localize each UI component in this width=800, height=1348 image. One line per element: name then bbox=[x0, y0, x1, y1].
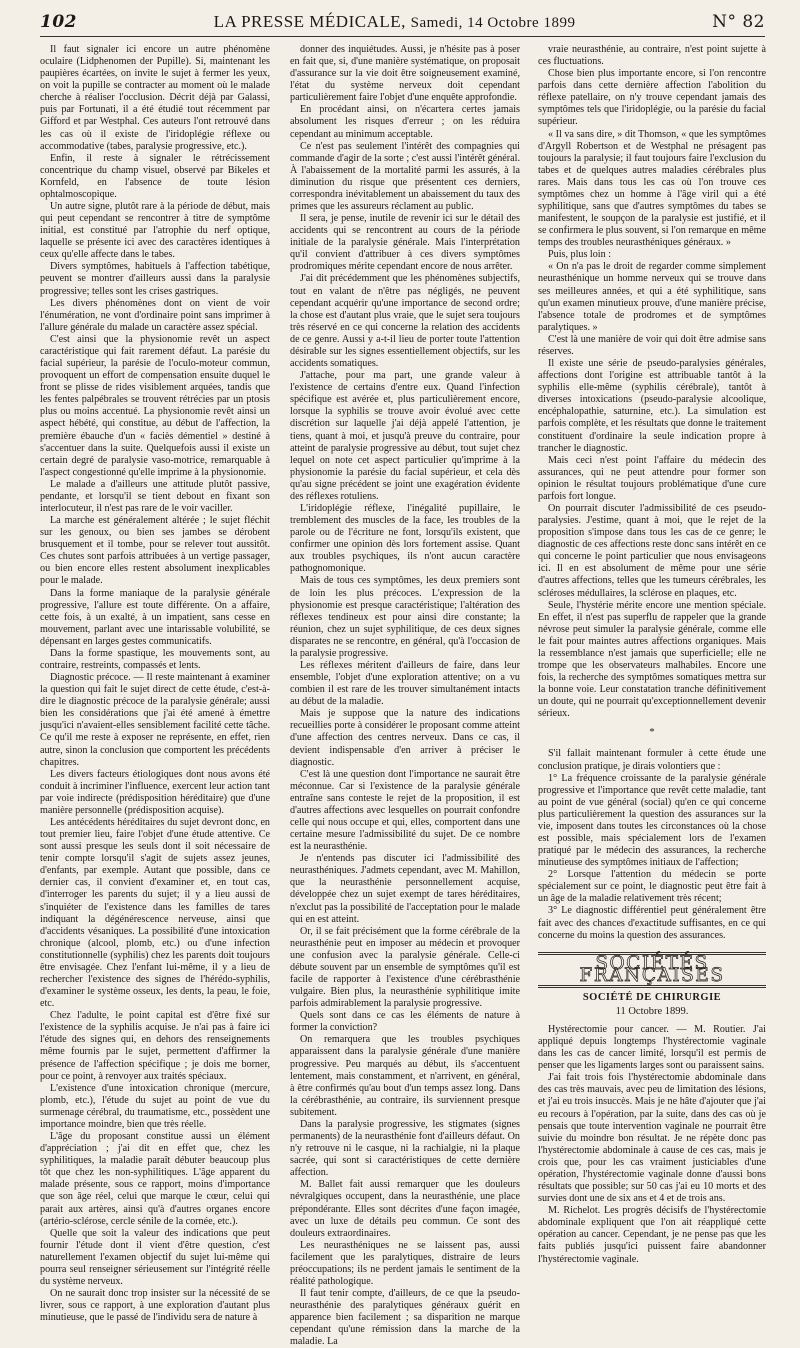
page-header bbox=[40, 12, 765, 34]
paragraph: M. Richelot. Les progrès décisifs de l'hystérectomie abdominale expliquent que l'on ait réappliqué cette opération au cancer. Cependant, je ne pense pas que les faits publiés jusqu'ici puissent faire abandonner l'hystérectomie vaginale. bbox=[538, 1205, 766, 1265]
paragraph: M. Ballet fait aussi remarquer que les douleurs névralgiques occupent, dans la neurasthénie, une place prépondérante. Elles sont décrites d'une façon imagée, avec un luxe de détails peu commun. Ce sont des douleurs extraordinaires. bbox=[290, 1179, 520, 1239]
paragraph: Hystérectomie pour cancer. — M. Routier. J'ai appliqué depuis longtemps l'hystérectomie vaginale dans les cas de cancer limité, lorsqu'il est permis de penser que les ligaments larges sont ou paraissent sains. bbox=[538, 1024, 766, 1072]
paragraph: Puis, plus loin : bbox=[548, 249, 612, 261]
column-3 bbox=[538, 44, 767, 1265]
section-separator: * bbox=[649, 726, 655, 739]
society-report bbox=[538, 1024, 766, 1266]
paragraph: J'ai dit précédemment que les phénomènes subjectifs, tout en valant de n'être pas négligés, ne peuvent cependant acquérir qu'une importance de second ordre; la chose est d'autant plus vraie, que le sujet sera toujours très réservé en ce qui concerne la relation des accidents de ce genre. Aussi y a-t-il lieu de porter toute l'attention désirable sur les signes essentiellement objectifs, sur les accidents somatiques. bbox=[290, 273, 520, 370]
paragraph: 3° Le diagnostic différentiel peut généralement être fait avec des chances d'exactitude suffisantes, en ce qui concerne du moins la question des assurances. bbox=[538, 905, 766, 941]
paragraph: Mais ceci n'est point l'affaire du médecin des assurances, qui ne peut attendre pour former son opinion le résultat toujours problématique d'une cure parfois fort longue. bbox=[538, 454, 766, 502]
paragraph: On pourrait discuter l'admissibilité de ces pseudo-paralysies. J'estime, quant à moi, que le rejet de la proposition s'impose dans tous les cas de ce genre; le diagnostic de ces affections reste donc sans intérêt en ce qui concerne le point particulier que nous envisageons ici. Il en est absolument de même pour une série d'autres affections, telles que les tumeurs cérébrales, les scléroses médullaires, la sclérose en plaques, etc. bbox=[538, 502, 766, 599]
paragraph: S'il fallait maintenant formuler à cette étude une conclusion pratique, je dirais volontiers que : bbox=[538, 748, 766, 772]
paragraph: 1° La fréquence croissante de la paralysie générale progressive et l'importance que revêt cette maladie, tant au point de vue général (social) qu'en ce qui concerne plus particulièrement la question des assurances sur la vie, imposent dans toutes les circonstances où la chose est possible, mais spécialement lors de l'examen pratiqué par le médecin des assurances, la recherche minutieuse des symptômes initiaux de l'affection; bbox=[538, 772, 766, 869]
column-3-article-end bbox=[538, 44, 766, 720]
paragraph: C'est là une question dont l'importance ne saurait être méconnue. Car si l'existence de la paralysie générale entraîne sans conteste le rejet de la proposition, il est d'autres affections avec lesquelles on pourrait confondre celle qui nous occupe et qui, elles, comportent dans une certaine mesure l'admissibilité du sujet. De ce nombre est la neurasthénie. bbox=[290, 768, 520, 853]
paragraph: Je n'entends pas discuter ici l'admissibilité des neurasthéniques. J'admets cependant, avec M. Mahillon, que la neurasthénie personnellement acquise, développée chez un sujet exempt de tares héréditaires, n'exclut pas la possibilité de l'acceptation pour le malade qui en est atteint. bbox=[290, 853, 520, 925]
paragraph: Or, il se fait précisément que la forme cérébrale de la neurasthénie peut en imposer au médecin et provoquer une confusion avec la paralysie générale. Celle-ci débute souvent par un ensemble de symptômes qu'il est facile de rapporter à l'existence d'une cérébrasthénie vulgaire. Bien plus, la neurasthénie syphilitique imite parfois admirablement la paralysie progressive. bbox=[290, 925, 520, 1010]
column-1 bbox=[40, 44, 270, 1324]
paragraph: La marche est généralement altérée ; le sujet fléchit sur les genoux, ou bien ses jambes se dérobent brusquement et il tombe, pour se relever tout aussitôt. Ces chutes sont parfois attribuées à un vertige passager, ou bien encore elles restent absolument inexplicables pour le malade. bbox=[40, 515, 270, 587]
paragraph: Le malade a d'ailleurs une attitude plutôt passive, pendante, et lorsqu'il se tient debout en fixant son interlocuteur, il n'est pas rare de le voir vaciller. bbox=[40, 478, 270, 514]
paragraph: 2° Lorsque l'attention du médecin se porte spécialement sur ce point, le diagnostic peut être fait à un âge de la maladie relativement très récent; bbox=[538, 869, 766, 905]
session-date: 11 Octobre 1899. bbox=[615, 1005, 689, 1017]
society-name: SOCIÉTÉ DE CHIRURGIE bbox=[582, 991, 722, 1003]
paragraph: Mais je suppose que la nature des indications recueillies porte à considérer le proposant comme atteint d'une affection des centres nerveux. Dans ce cas, il devient indispensable d'en arriver à préciser le diagnostic. bbox=[290, 708, 520, 768]
paragraph: « Il va sans dire, » dit Thomson, « que les symptômes d'Argyll Robertson et de Westphal ne présagent pas toujours la paralysie; il faut toujours faire l'exclusion du tabes et de quelques autres maladies cérébrales plus rares. Mais dans tous les cas où l'on trouve ces symptômes chez un homme à l'âge viril qui a été syphilitique, sans que d'autres symptômes du tabes se manifestent, le soupçon de la paralysie est justifié, et il se confirmera le plus souvent, si l'on remarque en même temps des troubles neurasthéniques généraux. » bbox=[538, 128, 766, 249]
paragraph: J'attache, pour ma part, une grande valeur à l'existence de certains d'entre eux. Quand l'infection spécifique est avérée et, plus particulièrement encore, lorsque la syphilis se trouve avoir évolué avec cette discrétion sur laquelle j'ai déjà appelé l'attention, je tiens, quant à moi, et jusqu'à preuve du contraire, pour atteint de paralysie progressive au début, tout sujet chez lequel on note cet aspect particulier qu'imprime à la physionomie la parésie du facial supérieur, et cela dès qu'au signe précédent se joint une exagération évidente des réflexes rotuliens. bbox=[290, 370, 520, 502]
paragraph: Dans la paralysie progressive, les stigmates (signes permanents) de la neurasthénie font d'ailleurs défaut. On n'y retrouve ni le casque, ni la rachialgie, ni la plaque sacrée, qui sont si caractéristiques de cette dernière affection. bbox=[290, 1118, 520, 1179]
paragraph: Les antécédents héréditaires du sujet devront donc, en tout premier lieu, faire l'objet d'une étude attentive. Ce sont aussi presque les seuls dont il soit nécessaire de tenir compte lorsqu'il s'agit de sujets assez jeunes, d'enfants, par exemple. Autant que possible, dans ce dernier cas, il convient d'examiner et, en tout cas, d'interroger les parents du sujet; il y a lieu aussi de s'inquiéter de l'existence dans les familles de tares indiquant la dégénérescence nerveuse, ainsi que d'accidents vésaniques. La possibilité d'une intoxication chronique (alcool, plomb, etc.) ou d'une infection constitutionnelle (syphilis) chez les parents doit toujours être envisagée. Chez l'enfant lui-même, il y a lieu de rechercher l'existence des signes de l'hérédo-syphilis, d'examiner le système osseux, les dents, la peau, le foie, etc. bbox=[40, 817, 270, 1010]
column-2 bbox=[290, 44, 520, 1348]
paragraph: C'est là une manière de voir qui doit être admise sans réserves. bbox=[538, 333, 766, 357]
paragraph: donner des inquiétudes. Aussi, je n'hésite pas à poser en fait que, si, d'une manière systématique, on proposait d'assurance sur la vie doit être soigneusement examiné, l'état du système nerveux doit cependant particulièrement faire l'objet d'une enquête approfondie. bbox=[290, 44, 520, 104]
paragraph: Quelle que soit la valeur des indications que peut fournir l'étude dont il vient d'être question, c'est naturellement l'examen objectif du sujet lui-même qui pourra seul renseigner sérieusement sur l'intégrité réelle du système nerveux. bbox=[40, 1227, 270, 1287]
section-heading: SOCIÉTÉS FRANÇAISES bbox=[538, 952, 766, 988]
paragraph: L'existence d'une intoxication chronique (mercure, plomb, etc.), l'étude du sujet au point de vue du surmenage cérébral, du traumatisme, etc., possèdent une importance moindre, bien que très réelle. bbox=[40, 1082, 270, 1130]
paragraph: On ne saurait donc trop insister sur la nécessité de se livrer, sous ce rapport, à une exploration d'autant plus minutieuse, que le passé de l'individu sera de nature à bbox=[40, 1288, 270, 1324]
paragraph: Quels sont dans ce cas les éléments de nature à former la conviction? bbox=[290, 1010, 520, 1034]
column-3-conclusion bbox=[538, 748, 766, 941]
paragraph: Chose bien plus importante encore, si l'on rencontre parfois dans cette dernière affection l'abolition du réflexe patellaire, on n'y trouve cependant jamais des symptômes tels que l'iridoplégie, ou la parésie du facial supérieur. bbox=[538, 68, 766, 128]
paragraph: Les neurasthéniques ne se laissent pas, aussi facilement que les paralytiques, distraire de leurs préoccupations; ils ne perdent jamais le sentiment de la réalité pathologique. bbox=[290, 1239, 520, 1287]
paragraph: Dans la forme spastique, les mouvements sont, au contraire, restreints, compassés et lents. bbox=[40, 647, 270, 671]
paragraph: Les divers facteurs étiologiques dont nous avons été conduit à incriminer l'influence, exercent leur action tant par voie indirecte (prédisposition héréditaire) que d'une manière personnelle (prédisposition acquise). bbox=[40, 768, 270, 816]
issue-number: N° 82 bbox=[712, 12, 765, 32]
paragraph: J'ai fait trois fois l'hystérectomie abdominale dans des cas très mauvais, avec peu de limitation des lésions, et j'ai eu trois insuccès. Mais je ne hâte d'ajouter que j'ai eu recours à l'opération, par la suite, dans des cas où je pensais que toute intervention vaginale ne pourrait être suivie du moindre bon résultat. Je ne répète donc pas l'hystérectomie abdominale à cause de ces cas, mais je crois que, pour les cas vraiment justiciables d'une opération, l'hystérectomie vaginale donne d'aussi bons résultats que possible; sur 50 cas j'ai eu 10 morts et des survies dont une de six ans et 4 et de trois ans. bbox=[538, 1072, 766, 1205]
paragraph: C'est ainsi que la physionomie revêt un aspect caractéristique qui fait rarement défaut. La parésie du facial supérieur, la parésie de l'oculo-moteur commun, provoquent un effort de compensation ensuite duquel le front se plisse de rides visiblement arquées, tandis que les fentes palpébrales se trouvent rétrécies par un ptosis plus ou moins accentué. La physionomie revêt ainsi un aspect hébété, qui constitue, au début de l'affection, la première ébauche d'un « faciès démentiel » destiné à s'accentuer dans la suite. Quelquefois aussi il existe un certain degré de paralysie vaso-motrice, remarquable à l'aspect congestionné qu'elle imprime à la physionomie. bbox=[40, 333, 270, 478]
paragraph: Il faut signaler ici encore un autre phénomène oculaire (Lidphenomen der Pupille). Si, maintenant les paupières écartées, on invite le sujet à fermer les yeux, on voit la pupille se contracter au moment où le malade cherche à réaliser l'occlusion. Décrit déjà par Galassi, puis par Fortunati, il a été étudié tout récemment par Gifford et par Westphal. Ces auteurs l'ont retrouvé dans les cas où il existe de l'iridoplégie réflexe ou accommodative (tabes, paralysie progressive, etc.). bbox=[40, 44, 270, 152]
paragraph: vraie neurasthénie, au contraire, n'est point sujette à ces fluctuations. bbox=[538, 44, 766, 68]
paragraph: Un autre signe, plutôt rare à la période de début, mais qui peut cependant se rencontrer à titre de symptôme initial, est constitué par l'atrophie du nerf optique, laquelle se présente ici avec des caractères identiques à ceux qu'elle affecte dans le tabes. bbox=[40, 201, 270, 261]
paragraph: Dans la forme maniaque de la paralysie générale progressive, l'allure est toute différente. On a affaire, cette fois, à un exalté, à un impatient, sans cesse en mouvement, parlant avec une intarissable volubilité, se dépensant en larges gestes communicatifs. bbox=[40, 587, 270, 647]
paragraph: Il existe une série de pseudo-paralysies générales, affections dont l'origine est attribuable tantôt à la syphilis elle-même (syphilis cérébrale), tantôt à diverses intoxications (pseudo-paralysie alcoolique, encéphalopathie, saturnine, etc.). La simulation est parfois complète, et les résultats que donne le traitement constituent d'ordinaire la seule indication propre à trancher le diagnostic. bbox=[538, 358, 767, 454]
paragraph: Enfin, il reste à signaler le rétrécissement concentrique du champ visuel, observé par Bikeles et Kornfeld, en l'absence de toute lésion ophtalmoscopique. bbox=[40, 152, 270, 200]
page-number: 102 bbox=[40, 12, 77, 32]
issue-date: Samedi, 14 Octobre 1899 bbox=[410, 15, 576, 31]
paragraph: Ce n'est pas seulement l'intérêt des compagnies qui commande d'agir de la sorte ; c'est aussi l'intérêt général. À l'abaissement de la mortalité parmi les assurés, à la diminution du risque que présentent ces derniers, correspondra inévitablement un abaissement du taux des primes que les assureurs réclament au public. bbox=[290, 140, 520, 213]
header-rule bbox=[40, 36, 765, 37]
paragraph: L'iridoplégie réflexe, l'inégalité pupillaire, le tremblement des muscles de la face, les troubles de la parole ou de l'écriture ne font, lorsqu'ils existent, que confirmer une opinion dès lors fortement assise. Quant aux troubles psychiques, ils n'ont aucun caractère pathognomonique. bbox=[290, 502, 520, 575]
paragraph: Seule, l'hystérie mérite encore une mention spéciale. En effet, il n'est pas superflu de rappeler que la grande névrose peut simuler la paralysie générale, comme elle le fait pour maintes autres affections organiques. Mais la ressemblance n'est jamais que superficielle; elle ne trompe que les observateurs malhabiles. Encore une fois, la recherche des symptômes somatiques mettra sur la bonne voie. Leur constatation tranche définitivement un doute, qui ne pourrait qu'exceptionnellement devenir sérieux. bbox=[538, 599, 766, 720]
paragraph: Diagnostic précoce. — Il reste maintenant à examiner la question qui fait le sujet direct de cette étude, c'est-à-dire le diagnostic précoce de la paralysie générale; aussi bien les considérations que j'ai été amené à émettre jusqu'ici n'avaient-elles sensiblement facilité cette tâche. Ce qu'il me reste à exposer ne représente, en effet, rien autre, sinon la conclusion que comportent les précédents chapitres. bbox=[40, 672, 270, 768]
journal-name: LA PRESSE MÉDICALE, bbox=[213, 12, 406, 31]
paragraph: Divers symptômes, habituels à l'affection tabétique, peuvent se montrer d'ailleurs aussi dans la paralysie progressive; telles sont les crises gastriques. bbox=[40, 261, 270, 297]
paragraph: « On n'a pas le droit de regarder comme simplement neurasthénique un homme nerveux qui se trouve dans ses meilleures années, et qui a été syphilitique, sans qu'un examen minutieux prouve, d'une manière précise, l'absence totale de prodromes et de symptômes paralytiques. » bbox=[538, 261, 766, 333]
paragraph: On remarquera que les troubles psychiques apparaissent dans la paralysie générale d'une manière progressive. Peu marqués au début, ils s'accentuent lentement, mais constamment, et n'arrivent, en général, à être confirmés qu'au bout d'un temps assez long. Dans la cérébrasthénie, au contraire, ils surviennent presque subitement. bbox=[290, 1034, 520, 1118]
paragraph: Mais de tous ces symptômes, les deux premiers sont de loin les plus précoces. L'expression de la physionomie est presque caractéristique; l'altération des réflexes tendineux est pour ainsi dire constante; la réunion, chez un sujet syphilitique, de ces deux signes disparates ne se rencontre, en général, qu'à l'occasion de la paralysie progressive. bbox=[290, 575, 520, 659]
paragraph: Chez l'adulte, le point capital est d'être fixé sur l'existence de la syphilis acquise. Je n'ai pas à faire ici l'étude des signes qui, en dehors des renseignements même fournis par le sujet, permettent d'affirmer la présence de l'affection spécifique ; je dois me borner, pour ce point, à renvoyer aux traités spéciaux. bbox=[40, 1010, 270, 1082]
paragraph: L'âge du proposant constitue aussi un élément d'appréciation ; j'ai dit en effet que, chez les syphilitiques, la maladie paraît débuter beaucoup plus tôt que chez les non-syphilitiques. L'âge apparent du malade présente, sous ce rapport, moins d'importance que son âge réel, celui que marque le cœur, celui qui parait aux artères, ainsi qu'à d'autres organes encore (artério-sclérose, cercle sénile de la cornée, etc.). bbox=[40, 1131, 270, 1227]
journal-title bbox=[214, 12, 576, 32]
paragraph: Les réflexes méritent d'ailleurs de faire, dans leur ensemble, l'objet d'une exploration attentive; on a vu combien il est rare de les trouver simultanément intacts au début de la maladie. bbox=[290, 659, 520, 708]
paragraph: Les divers phénomènes dont on vient de voir l'énumération, ne vont d'ordinaire point sans imprimer à l'allure générale du malade un caractère assez spécial. bbox=[40, 297, 270, 333]
paragraph: Il faut tenir compte, d'ailleurs, de ce que la pseudo-neurasthénie des paralytiques généraux guérit en apparence bien facilement ; sa disparition ne marque cependant qu'une rémission dans la marche de la maladie. La bbox=[290, 1288, 520, 1348]
paragraph: En procédant ainsi, on n'écartera certes jamais absolument les risques d'erreur ; on les réduira cependant au minimum acceptable. bbox=[290, 104, 520, 140]
paragraph: Il sera, je pense, inutile de revenir ici sur le détail des accidents qui se rencontrent au cours de la période initiale de la paralysie générale. Mais l'interprétation qu'il convient d'attribuer à ces divers symptômes prodromiques mérite cependant encore de nous arrêter. bbox=[290, 213, 520, 273]
